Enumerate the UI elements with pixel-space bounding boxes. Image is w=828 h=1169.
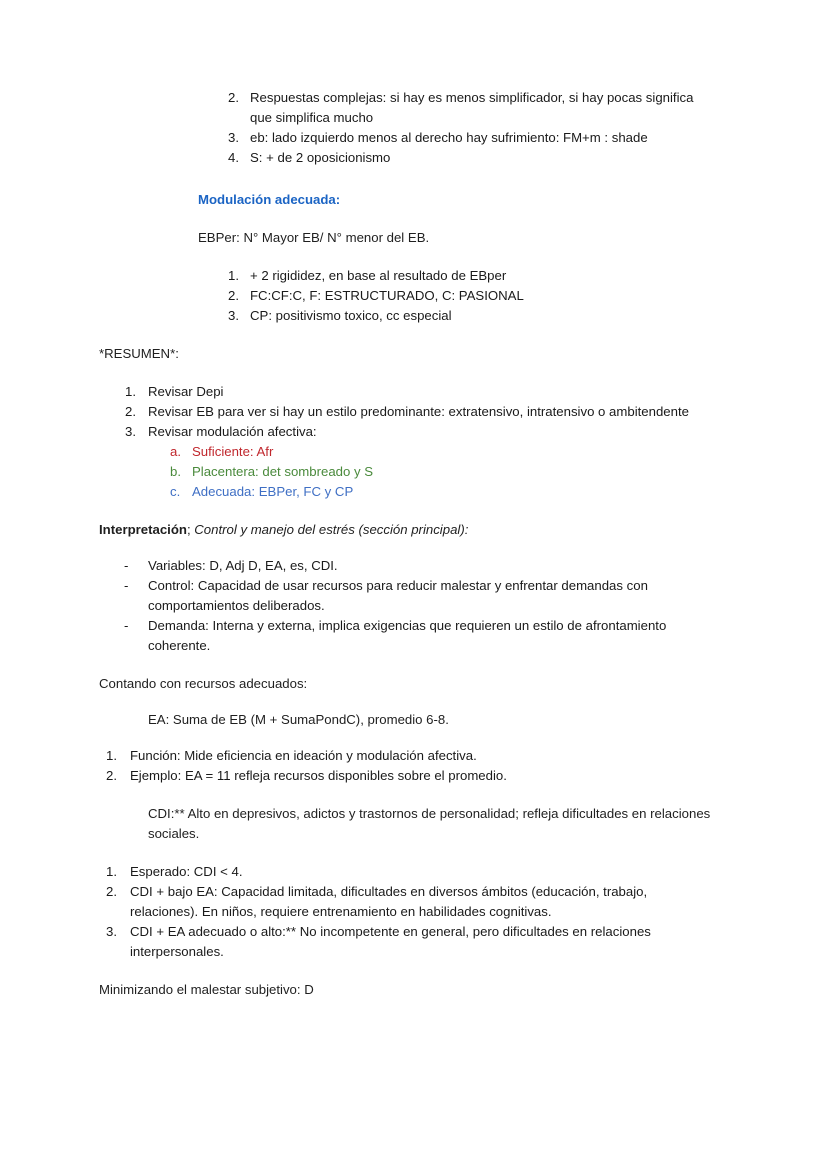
list-item-text: CP: positivismo toxico, cc especial bbox=[250, 308, 452, 323]
list-marker: 2. bbox=[228, 288, 239, 303]
dash-marker: - bbox=[124, 558, 129, 573]
sublist-item-placentera bbox=[0, 462, 828, 482]
list-marker: 2. bbox=[106, 768, 117, 783]
list-item bbox=[0, 766, 828, 786]
ea-definition: EA: Suma de EB (M + SumaPondC), promedio 6-8. bbox=[148, 712, 449, 727]
list-item-text: + 2 rigididez, en base al resultado de EBper bbox=[250, 268, 507, 283]
list-marker: 1. bbox=[106, 748, 117, 763]
list-item bbox=[0, 88, 828, 128]
bullet-item-text: Control: Capacidad de usar recursos para reducir malestar y enfrentar demandas con comportamientos deliberados. bbox=[148, 578, 648, 613]
list-marker: 3. bbox=[106, 924, 117, 939]
modulacion-list bbox=[0, 266, 828, 326]
list-item-text: CDI + bajo EA: Capacidad limitada, dificultades en diversos ámbitos (educación, trabajo, relaciones). En niños, requiere entrenamiento en habilidades cognitivas. bbox=[130, 884, 648, 919]
sublist-item-text: Adecuada: EBPer, FC y CP bbox=[192, 484, 354, 499]
list-item bbox=[0, 286, 828, 306]
list-item bbox=[0, 148, 828, 168]
ebper-formula: EBPer: N° Mayor EB/ N° menor del EB. bbox=[198, 230, 430, 245]
list-item-text: FC:CF:C, F: ESTRUCTURADO, C: PASIONAL bbox=[250, 288, 524, 303]
list-item-text: Función: Mide eficiencia en ideación y modulación afectiva. bbox=[130, 748, 477, 763]
sublist-marker: c. bbox=[170, 484, 181, 499]
recursos-list bbox=[0, 746, 828, 786]
bullet-item bbox=[0, 576, 828, 616]
list-item bbox=[0, 306, 828, 326]
dash-marker: - bbox=[124, 578, 129, 593]
list-item-text: Revisar EB para ver si hay un estilo predominante: extratensivo, intratensivo o ambitendente bbox=[148, 404, 689, 419]
modulacion-afectiva-sublist bbox=[0, 442, 828, 502]
list-item-text: eb: lado izquierdo menos al derecho hay sufrimiento: FM+m : shade bbox=[250, 130, 648, 145]
list-item-text: Esperado: CDI < 4. bbox=[130, 864, 243, 879]
list-marker: 2. bbox=[106, 884, 117, 899]
list-marker: 1. bbox=[228, 268, 239, 283]
sublist-item-adecuada bbox=[0, 482, 828, 502]
bullet-item bbox=[0, 556, 828, 576]
dash-marker: - bbox=[124, 618, 129, 633]
interpretacion-bold: Interpretación bbox=[99, 522, 187, 537]
interpretacion-bullets bbox=[0, 556, 828, 656]
list-marker: 2. bbox=[125, 404, 136, 419]
bullet-item bbox=[0, 616, 828, 656]
resumen-title: *RESUMEN*: bbox=[99, 346, 179, 361]
list-item-text: S: + de 2 oposicionismo bbox=[250, 150, 391, 165]
recursos-lead: Contando con recursos adecuados: bbox=[99, 676, 308, 691]
list-marker: 3. bbox=[228, 308, 239, 323]
sublist-item-suficiente bbox=[0, 442, 828, 462]
interpretacion-heading bbox=[99, 520, 714, 540]
list-item-text: CDI + EA adecuado o alto:** No incompetente en general, pero dificultades en relaciones interpersonales. bbox=[130, 924, 651, 959]
sublist-item-text: Placentera: det sombreado y S bbox=[192, 464, 374, 479]
bullet-item-text: Variables: D, Adj D, EA, es, CDI. bbox=[148, 558, 338, 573]
list-item-text: Revisar Depi bbox=[148, 384, 224, 399]
list-item bbox=[0, 922, 828, 962]
sublist-marker: a. bbox=[170, 444, 181, 459]
list-item bbox=[0, 746, 828, 766]
list-item bbox=[0, 382, 828, 402]
sublist-item-text: Suficiente: Afr bbox=[192, 444, 274, 459]
closing-line: Minimizando el malestar subjetivo: D bbox=[99, 982, 314, 997]
cdi-paragraph: CDI:** Alto en depresivos, adictos y trastornos de personalidad; refleja dificultades en relaciones sociales. bbox=[148, 806, 711, 841]
bullet-item-text: Demanda: Interna y externa, implica exigencias que requieren un estilo de afrontamiento coherente. bbox=[148, 618, 667, 653]
list-item-text: Ejemplo: EA = 11 refleja recursos disponibles sobre el promedio. bbox=[130, 768, 507, 783]
list-item bbox=[0, 882, 828, 922]
interpretacion-italic: Control y manejo del estrés (sección principal): bbox=[194, 522, 469, 537]
list-marker: 2. bbox=[228, 90, 239, 105]
cdi-list bbox=[0, 862, 828, 962]
list-marker: 4. bbox=[228, 150, 239, 165]
list-item-text: Respuestas complejas: si hay es menos simplificador, si hay pocas significa que simplifica mucho bbox=[250, 90, 694, 125]
resumen-list bbox=[0, 382, 828, 442]
list-marker: 1. bbox=[125, 384, 136, 399]
list-item bbox=[0, 402, 828, 422]
list-marker: 1. bbox=[106, 864, 117, 879]
list-item bbox=[0, 422, 828, 442]
interpretacion-separator: ; bbox=[186, 522, 195, 537]
list-item bbox=[0, 128, 828, 148]
document-body bbox=[0, 88, 828, 1000]
list-item bbox=[0, 266, 828, 286]
list-marker: 3. bbox=[125, 424, 136, 439]
modulacion-heading: Modulación adecuada: bbox=[198, 192, 341, 207]
top-continuation-list bbox=[0, 88, 828, 168]
list-marker: 3. bbox=[228, 130, 239, 145]
list-item-text: Revisar modulación afectiva: bbox=[148, 424, 317, 439]
list-item bbox=[0, 862, 828, 882]
sublist-marker: b. bbox=[170, 464, 181, 479]
